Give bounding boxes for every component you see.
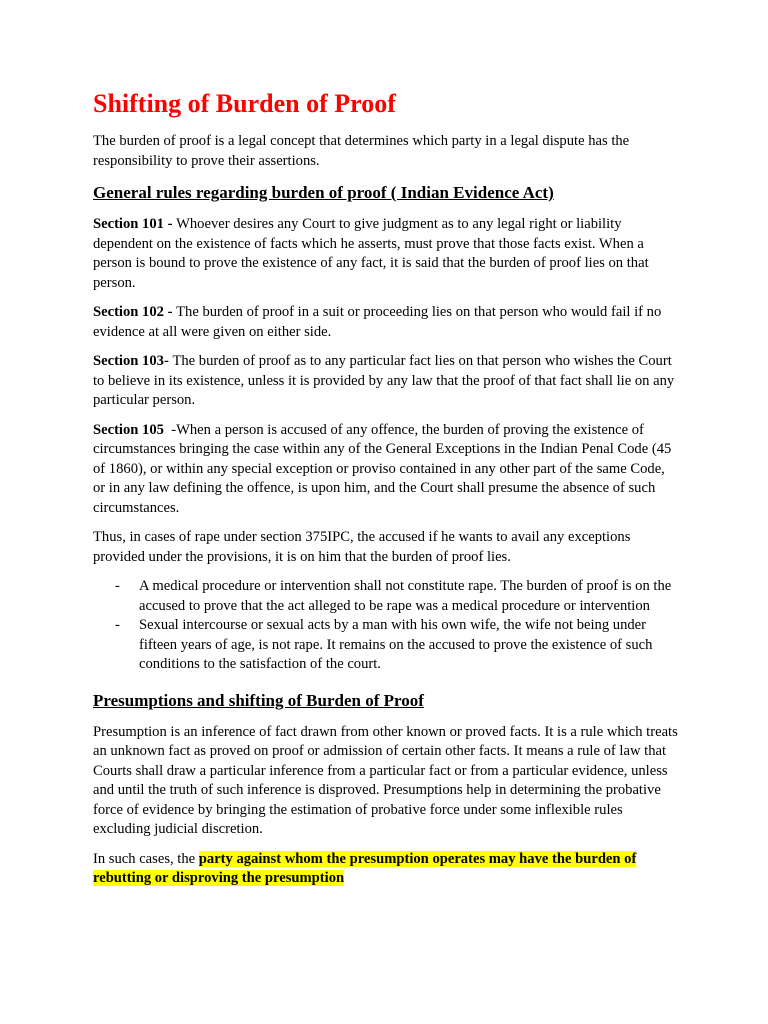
list-item-text: A medical procedure or intervention shall not constitute rape. The burden of proof is on the accused to prove that the act alleged to be rape was a medical procedure or intervention xyxy=(139,578,672,614)
document-page xyxy=(93,88,678,899)
intro-paragraph: The burden of proof is a legal concept that determines which party in a legal dispute has the responsibility to prove their assertions. xyxy=(93,133,630,169)
list-item xyxy=(93,616,678,675)
section-label: Section 102 - xyxy=(93,304,177,320)
section-102-paragraph xyxy=(93,303,678,342)
final-lead-text: In such cases, the xyxy=(93,850,199,867)
list-marker: - xyxy=(115,578,120,594)
section-label: Section 103- xyxy=(93,353,173,369)
section-label: Section 101 - xyxy=(93,216,177,232)
highlighted-text: party against whom the presumption operates may have the burden of rebutting or disproving the presumption xyxy=(93,850,637,886)
section-105-paragraph xyxy=(93,421,678,519)
section-text: The burden of proof in a suit or proceeding lies on that person who would fail if no evidence at all were given on either side. xyxy=(93,304,662,340)
list-marker: - xyxy=(115,617,120,633)
list-item xyxy=(93,577,678,616)
section-text: -When a person is accused of any offence, the burden of proving the existence of circumstances bringing the case within any of the General Exceptions in the Indian Penal Code (45 of 1860), or within any special exception or proviso contained in any other part of the same Code, or in any law defining the offence, is upon him, and the Court shall presume the absence of such circumstances. xyxy=(93,421,672,516)
section-103-paragraph xyxy=(93,352,678,411)
final-paragraph xyxy=(93,850,678,889)
section-text: Whoever desires any Court to give judgment as to any legal right or liability dependent on the existence of facts which he asserts, must prove that those facts exist. When a person is bound to prove the existence of any fact, it is said that the burden of proof lies on that person. xyxy=(93,216,649,291)
list-item-text: Sexual intercourse or sexual acts by a man with his own wife, the wife not being under fifteen years of age, is not rape. It remains on the accused to prove the existence of such conditions to the satisfaction of the court. xyxy=(139,617,653,672)
document-title: Shifting of Burden of Proof xyxy=(93,89,396,118)
heading-presumptions: Presumptions and shifting of Burden of Proof xyxy=(93,690,424,710)
heading-general-rules: General rules regarding burden of proof ( Indian Evidence Act) xyxy=(93,183,554,202)
exceptions-list xyxy=(93,577,678,675)
section-101-paragraph xyxy=(93,215,678,293)
section-text: The burden of proof as to any particular fact lies on that person who wishes the Court to believe in its existence, unless it is provided by any law that the proof of that fact shall lie on any particular person. xyxy=(93,353,675,408)
presumption-paragraph: Presumption is an inference of fact drawn from other known or proved facts. It is a rule which treats an unknown fact as proved on proof or admission of certain other facts. It means a rule of law that Courts shall draw a particular inference from a particular fact or from a particular evidence, unless and until the truth of such inference is disproved. Presumptions help in determining the probative force of evidence by bringing the estimation of probative force under some inflexible rules excluding judicial discretion. xyxy=(93,723,678,837)
rape-exception-paragraph: Thus, in cases of rape under section 375IPC, the accused if he wants to avail any exceptions provided under the provisions, it is on him that the burden of proof lies. xyxy=(93,529,631,565)
section-label: Section 105 xyxy=(93,421,172,438)
